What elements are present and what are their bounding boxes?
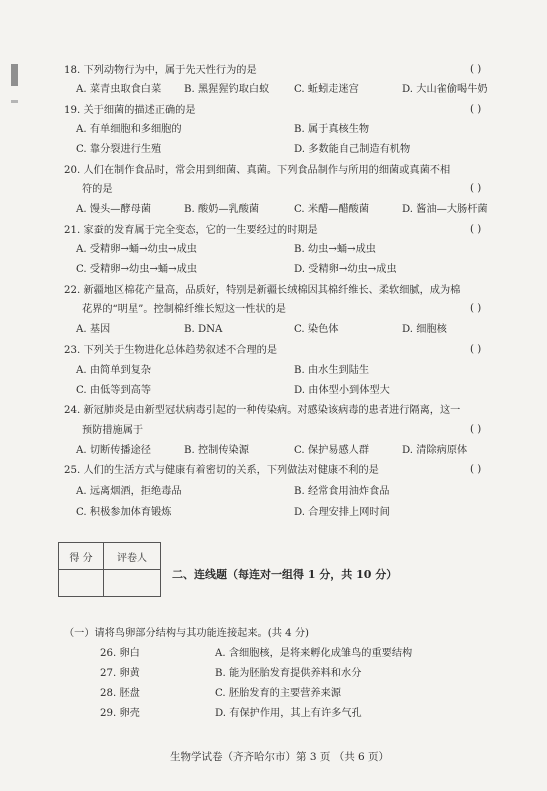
answer-paren: ( ) xyxy=(470,424,482,435)
question-24-stem: 24. 新冠肺炎是由新型冠状病毒引起的一种传染病。对感染该病毒的患者进行隔离，这一 xyxy=(64,405,461,416)
answer-paren: ( ) xyxy=(470,64,482,75)
option-a: A. 受精卵→蛹→幼虫→成虫 xyxy=(76,244,197,255)
option-a: A. 切断传播途径 xyxy=(76,445,151,456)
option-b: B. 属于真核生物 xyxy=(294,124,370,135)
question-20-stem: 20. 人们在制作食品时，常会用到细菌、真菌。下列食品制作与所用的细菌或真菌不相 xyxy=(64,165,451,176)
option-a: A. 远离烟酒，拒绝毒品 xyxy=(76,486,182,497)
match-left-item: 26. 卵白 xyxy=(100,648,140,659)
question-21-stem: 21. 家蚕的发育属于完全变态，它的一生要经过的时期是 xyxy=(64,225,318,236)
binding-mark xyxy=(11,100,18,103)
question-18-stem: 18. 下列动物行为中，属于先天性行为的是 xyxy=(64,65,257,76)
page-footer: 生物学试卷（齐齐哈尔市）第 3 页 （共 6 页） xyxy=(170,751,390,763)
answer-paren: ( ) xyxy=(470,104,482,115)
question-19-stem: 19. 关于细菌的描述正确的是 xyxy=(64,105,196,116)
option-d: D. 由体型小到体型大 xyxy=(294,385,390,396)
match-right-item: A. 含细胞核，是将来孵化成雏鸟的重要结构 xyxy=(215,648,413,659)
option-b: B. 幼虫→蛹→成虫 xyxy=(294,244,376,255)
binding-mark xyxy=(11,64,18,86)
option-b: B. 黑猩猩钓取白蚁 xyxy=(184,84,270,95)
option-a: A. 有单细胞和多细胞的 xyxy=(76,124,182,135)
option-d: D. 清除病原体 xyxy=(402,445,468,456)
option-c: C. 染色体 xyxy=(294,324,339,335)
option-d: D. 合理安排上网时间 xyxy=(294,507,390,518)
answer-paren: ( ) xyxy=(470,303,482,314)
option-b: B. 酸奶—乳酸菌 xyxy=(184,204,260,215)
match-left-item: 27. 卵黄 xyxy=(100,668,140,679)
option-b: B. 控制传染源 xyxy=(184,445,249,456)
grader-cell[interactable] xyxy=(104,570,161,597)
match-right-item: B. 能为胚胎发育提供养料和水分 xyxy=(215,668,362,679)
match-right-item: C. 胚胎发育的主要营养来源 xyxy=(215,688,341,699)
option-a: A. 由简单到复杂 xyxy=(76,365,151,376)
option-c: C. 保护易感人群 xyxy=(294,445,370,456)
option-d: D. 受精卵→幼虫→成虫 xyxy=(294,264,397,275)
answer-paren: ( ) xyxy=(470,464,482,475)
part-intro: （一）请将鸟卵部分结构与其功能连接起来。(共 4 分) xyxy=(64,628,310,639)
question-20-stem-cont: 符的是 xyxy=(82,184,113,195)
question-23-stem: 23. 下列关于生物进化总体趋势叙述不合理的是 xyxy=(64,345,278,356)
option-b: B. DNA xyxy=(184,324,223,335)
option-a: A. 菜青虫取食白菜 xyxy=(76,84,162,95)
answer-paren: ( ) xyxy=(470,344,482,355)
score-cell[interactable] xyxy=(59,570,104,597)
answer-paren: ( ) xyxy=(470,183,482,194)
option-c: C. 蚯蚓走迷宫 xyxy=(294,84,359,95)
grader-label: 评卷人 xyxy=(104,543,161,570)
question-22-stem-cont: 花界的“明星”。控制棉纤维长短这一性状的是 xyxy=(82,304,286,315)
question-25-stem: 25. 人们的生活方式与健康有着密切的关系，下列做法对健康不利的是 xyxy=(64,465,379,476)
question-22-stem: 22. 新疆地区棉花产量高，品质好，特别是新疆长绒棉因其棉纤维长、柔软细腻，成为棉 xyxy=(64,285,461,296)
option-a: A. 基因 xyxy=(76,324,111,335)
option-b: B. 由水生到陆生 xyxy=(294,365,370,376)
score-label: 得 分 xyxy=(59,543,104,570)
option-c: C. 由低等到高等 xyxy=(76,385,152,396)
match-left-item: 29. 卵壳 xyxy=(100,708,140,719)
match-right-item: D. 有保护作用，其上有许多气孔 xyxy=(215,708,362,719)
option-d: D. 多数能自己制造有机物 xyxy=(294,144,411,155)
option-c: C. 受精卵→幼虫→蛹→成虫 xyxy=(76,264,198,275)
option-c: C. 米醋—醋酸菌 xyxy=(294,204,370,215)
section-title: 二、连线题（每连对一组得 1 分，共 10 分） xyxy=(172,568,398,581)
score-table xyxy=(58,542,161,597)
option-c: C. 积极参加体育锻炼 xyxy=(76,507,172,518)
option-b: B. 经常食用油炸食品 xyxy=(294,486,390,497)
answer-paren: ( ) xyxy=(470,224,482,235)
question-24-stem-cont: 预防措施属于 xyxy=(82,425,144,436)
option-a: A. 馒头—酵母菌 xyxy=(76,204,151,215)
option-d: D. 细胞核 xyxy=(402,324,447,335)
option-d: D. 大山雀偷喝牛奶 xyxy=(402,84,488,95)
option-d: D. 酱油—大肠杆菌 xyxy=(402,204,488,215)
option-c: C. 靠分裂进行生殖 xyxy=(76,144,162,155)
match-left-item: 28. 胚盘 xyxy=(100,688,140,699)
